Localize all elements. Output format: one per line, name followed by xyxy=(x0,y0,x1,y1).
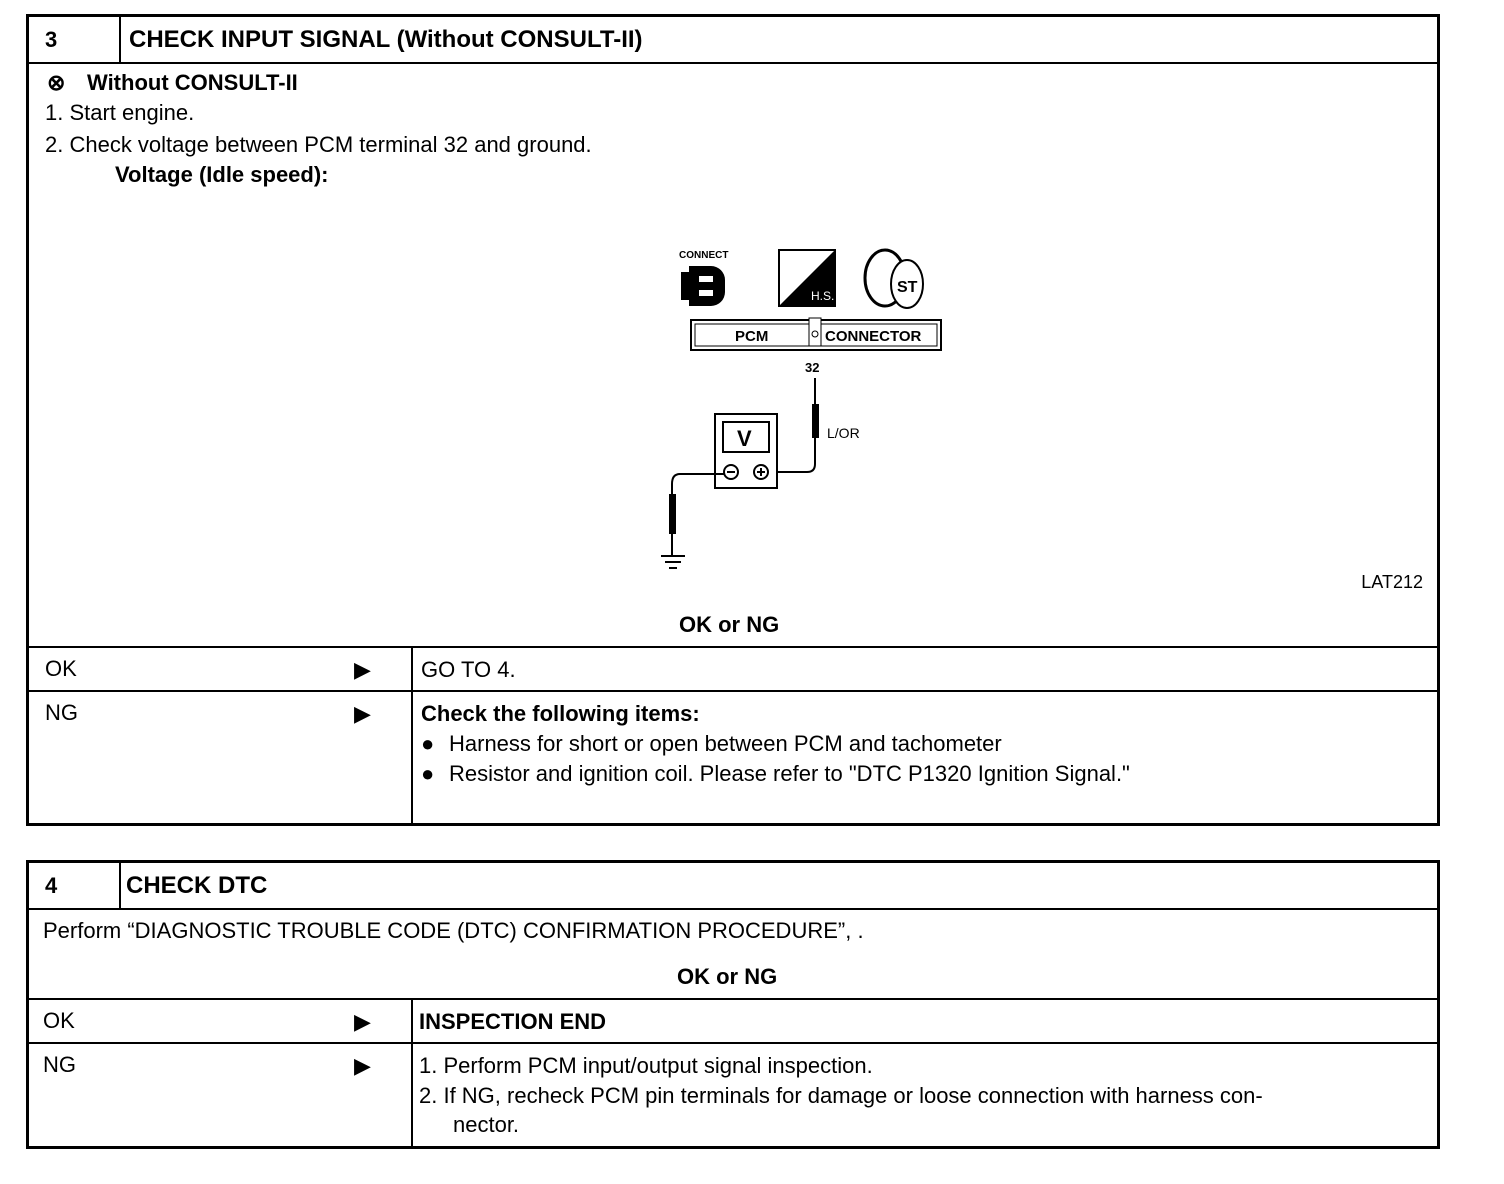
ng-row xyxy=(29,1044,1437,1146)
ignition-start-icon xyxy=(865,250,923,308)
ng-label: NG xyxy=(45,700,78,725)
step-4-body xyxy=(29,910,1437,1000)
step-number: 3 xyxy=(45,27,58,52)
instruction: Perform “DIAGNOSTIC TROUBLE CODE (DTC) CONFIRMATION PROCEDURE”, . xyxy=(43,918,864,943)
step-3-header xyxy=(29,17,1437,64)
column-divider xyxy=(411,648,413,690)
arrow-icon: ▶ xyxy=(354,701,371,726)
ng-item: nector. xyxy=(453,1112,520,1137)
ground-icon xyxy=(661,556,685,568)
step-4-table xyxy=(26,860,1440,1149)
column-divider xyxy=(411,1044,413,1146)
step-number: 4 xyxy=(45,873,58,898)
connector-icon xyxy=(681,266,725,306)
arrow-icon: ▶ xyxy=(354,657,371,682)
bullet-icon: ● xyxy=(421,761,435,786)
bullet-icon: ● xyxy=(421,731,435,756)
step-4-header xyxy=(29,863,1437,910)
voltmeter-icon xyxy=(715,414,777,488)
ok-label: OK xyxy=(43,1008,75,1033)
pcm-label: PCM xyxy=(735,328,769,345)
connector-label: CONNECTOR xyxy=(825,328,922,345)
ng-label: NG xyxy=(43,1052,76,1077)
step-title: CHECK DTC xyxy=(126,872,268,899)
meter-label: V xyxy=(737,426,752,451)
without-consult-icon: ⊗ xyxy=(47,70,66,95)
connect-label: CONNECT xyxy=(679,250,729,261)
ok-result: INSPECTION END xyxy=(419,1009,607,1034)
terminal-label: 32 xyxy=(805,360,820,375)
column-divider xyxy=(119,863,121,908)
ok-label: OK xyxy=(45,656,77,681)
step-item: 2. Check voltage between PCM terminal 32 and ground. xyxy=(45,132,592,157)
figure-id: LAT212 xyxy=(1361,572,1423,592)
arrow-icon: ▶ xyxy=(354,1009,371,1034)
ok-or-ng-label: OK or NG xyxy=(679,612,780,637)
column-divider xyxy=(411,692,413,823)
ng-row xyxy=(29,692,1437,823)
ng-item: Harness for short or open between PCM and tachometer xyxy=(449,731,1002,756)
step-3-table xyxy=(26,14,1440,826)
ng-item: Resistor and ignition coil. Please refer to "DTC P1320 Ignition Signal." xyxy=(449,761,1130,786)
wire-color-label: L/OR xyxy=(827,425,860,441)
spec-label: Voltage (Idle speed): xyxy=(115,162,329,187)
ok-result: GO TO 4. xyxy=(421,657,516,682)
column-divider xyxy=(411,1000,413,1042)
ng-item: 1. Perform PCM input/output signal inspection. xyxy=(419,1053,873,1078)
ng-item: 2. If NG, recheck PCM pin terminals for damage or loose connection with harness con- xyxy=(419,1083,1263,1108)
ok-row xyxy=(29,648,1437,692)
step-3-body xyxy=(29,64,1437,648)
ng-heading: Check the following items: xyxy=(421,701,700,726)
hs-label: H.S. xyxy=(811,289,835,303)
step-title: CHECK INPUT SIGNAL (Without CONSULT-II) xyxy=(129,26,643,53)
ok-row xyxy=(29,1000,1437,1044)
pcm-voltage-diagram xyxy=(649,244,949,584)
pcm-connector xyxy=(691,318,941,350)
ok-or-ng-label: OK or NG xyxy=(677,964,778,989)
hot-start-icon xyxy=(779,250,835,306)
step-item: 1. Start engine. xyxy=(45,100,195,125)
arrow-icon: ▶ xyxy=(354,1053,371,1078)
column-divider xyxy=(119,17,121,62)
st-label: ST xyxy=(897,279,918,296)
mode-label: Without CONSULT-II xyxy=(87,70,298,95)
